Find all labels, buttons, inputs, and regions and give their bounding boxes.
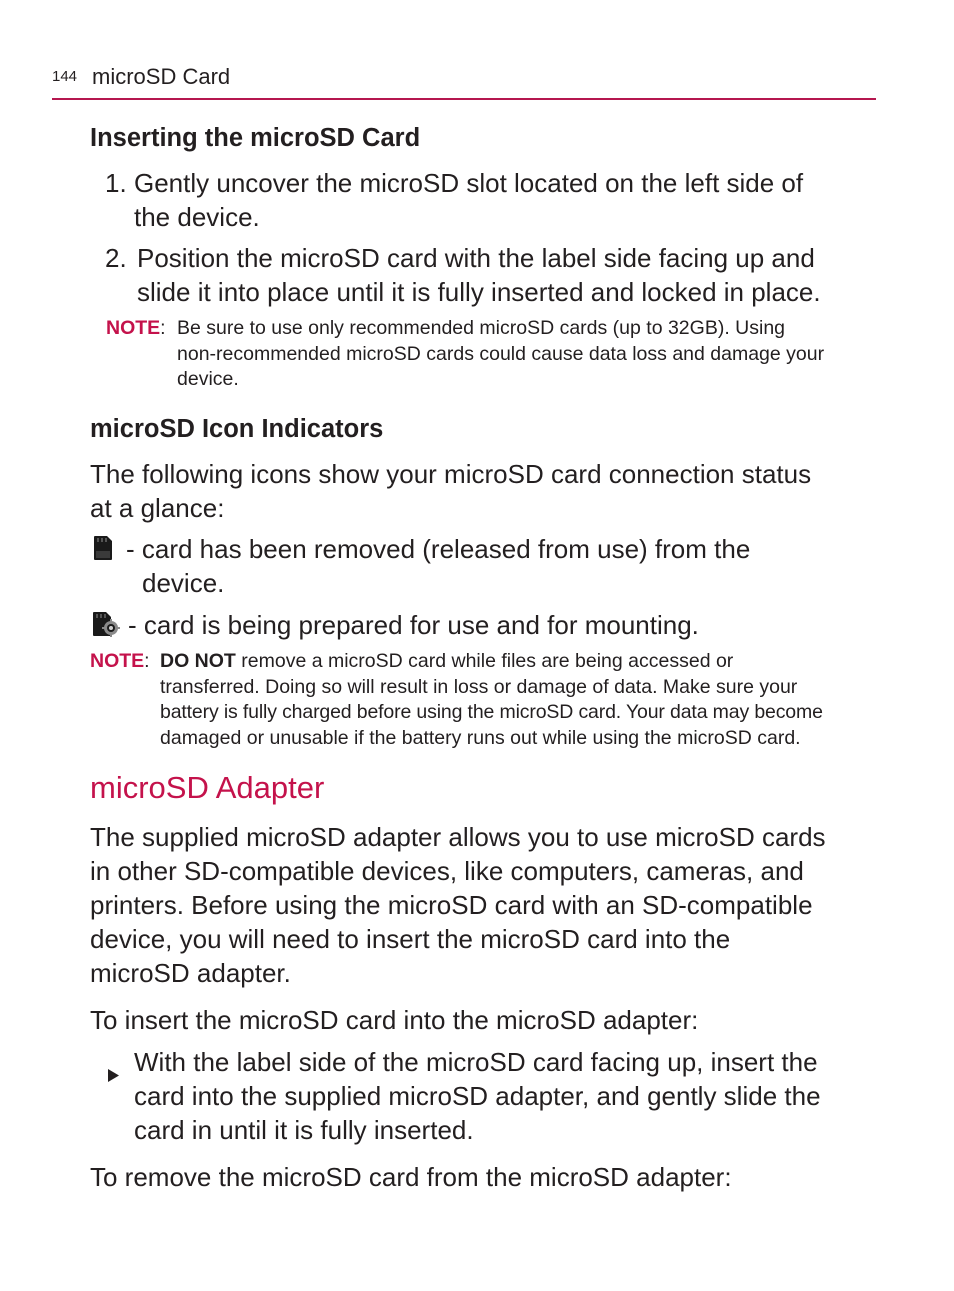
adapter-body <box>90 820 890 990</box>
indicators-heading: microSD Icon Indicators <box>90 415 384 443</box>
inserting-note-line-1: Be sure to use only recommended microSD cards (up to 32GB). Using <box>177 317 786 339</box>
indicators-note <box>90 649 890 753</box>
note-label: NOTE <box>106 317 161 339</box>
indicator-item-preparing <box>90 608 890 642</box>
inserting-heading: Inserting the microSD Card <box>90 124 421 152</box>
insert-heading: To insert the microSD card into the microSD adapter: <box>90 1005 699 1035</box>
running-section-title: microSD Card <box>92 64 231 89</box>
step-2-line-1: Position the microSD card with the label side facing up and <box>137 243 815 273</box>
indicators-intro-line-2: at a glance: <box>90 493 225 523</box>
inserting-note <box>106 316 886 394</box>
adapter-body-line-2: in other SD-compatible devices, like computers, cameras, and <box>90 856 804 886</box>
indicators-note-line-4: damaged or unusable if the battery runs out while using the microSD card. <box>160 727 801 750</box>
note-label: NOTE <box>90 650 145 672</box>
step-1-line-1: Gently uncover the microSD slot located on the left side of <box>134 168 804 198</box>
step-2 <box>105 241 885 309</box>
indicator-removed-line-2: device. <box>142 568 225 598</box>
inserting-note-line-3: device. <box>177 368 239 391</box>
insert-bullet-line-2: card into the supplied microSD adapter, and gently slide the <box>134 1081 821 1111</box>
indicators-note-line-2: transferred. Doing so will result in loss or damage of data. Make sure your <box>160 675 798 698</box>
step-1-number: 1. <box>105 168 127 198</box>
sd-card-removed-icon <box>92 535 114 569</box>
adapter-body-line-5: microSD adapter. <box>90 958 291 988</box>
step-2-line-2: slide it into place until it is fully inserted and locked in place. <box>137 277 821 307</box>
remove-heading: To remove the microSD card from the microSD adapter: <box>90 1162 732 1192</box>
indicators-intro-line-1: The following icons show your microSD card connection status <box>90 459 812 489</box>
indicators-note-line-3: battery is fully charged before using the microSD card. Your data may become <box>160 701 823 724</box>
page-header <box>52 64 876 100</box>
indicators-intro <box>90 457 890 525</box>
adapter-heading: microSD Adapter <box>90 770 325 805</box>
step-2-number: 2. <box>105 243 127 273</box>
adapter-body-line-3: printers. Before using the microSD card with an SD-compatible <box>90 890 813 920</box>
insert-bullet <box>90 1045 890 1147</box>
indicators-note-line-1-rest: remove a microSD card while files are being accessed or <box>235 650 734 672</box>
note-separator: : <box>144 650 150 672</box>
adapter-body-line-1: The supplied microSD adapter allows you to use microSD cards <box>90 822 826 852</box>
insert-bullet-line-3: card in until it is fully inserted. <box>134 1115 474 1145</box>
page-number: 144 <box>52 68 78 85</box>
indicator-item-removed <box>90 532 890 600</box>
note-separator: : <box>160 317 166 339</box>
indicator-removed-line-1: - card has been removed (released from use) from the <box>126 534 751 564</box>
indicator-preparing-line-1: - card is being prepared for use and for mounting. <box>128 610 699 640</box>
note-emphasis: DO NOT <box>160 650 236 672</box>
inserting-note-line-2: non-recommended microSD cards could cause data loss and damage your <box>177 342 825 365</box>
sd-card-preparing-icon <box>91 611 121 645</box>
adapter-body-line-4: device, you will need to insert the microSD card into the <box>90 924 731 954</box>
insert-bullet-line-1: With the label side of the microSD card facing up, insert the <box>134 1047 818 1077</box>
indicators-note-line-1 <box>160 649 733 675</box>
step-1-line-2: the device. <box>134 202 260 232</box>
bullet-triangle-icon <box>108 1056 119 1090</box>
step-1 <box>105 166 885 234</box>
